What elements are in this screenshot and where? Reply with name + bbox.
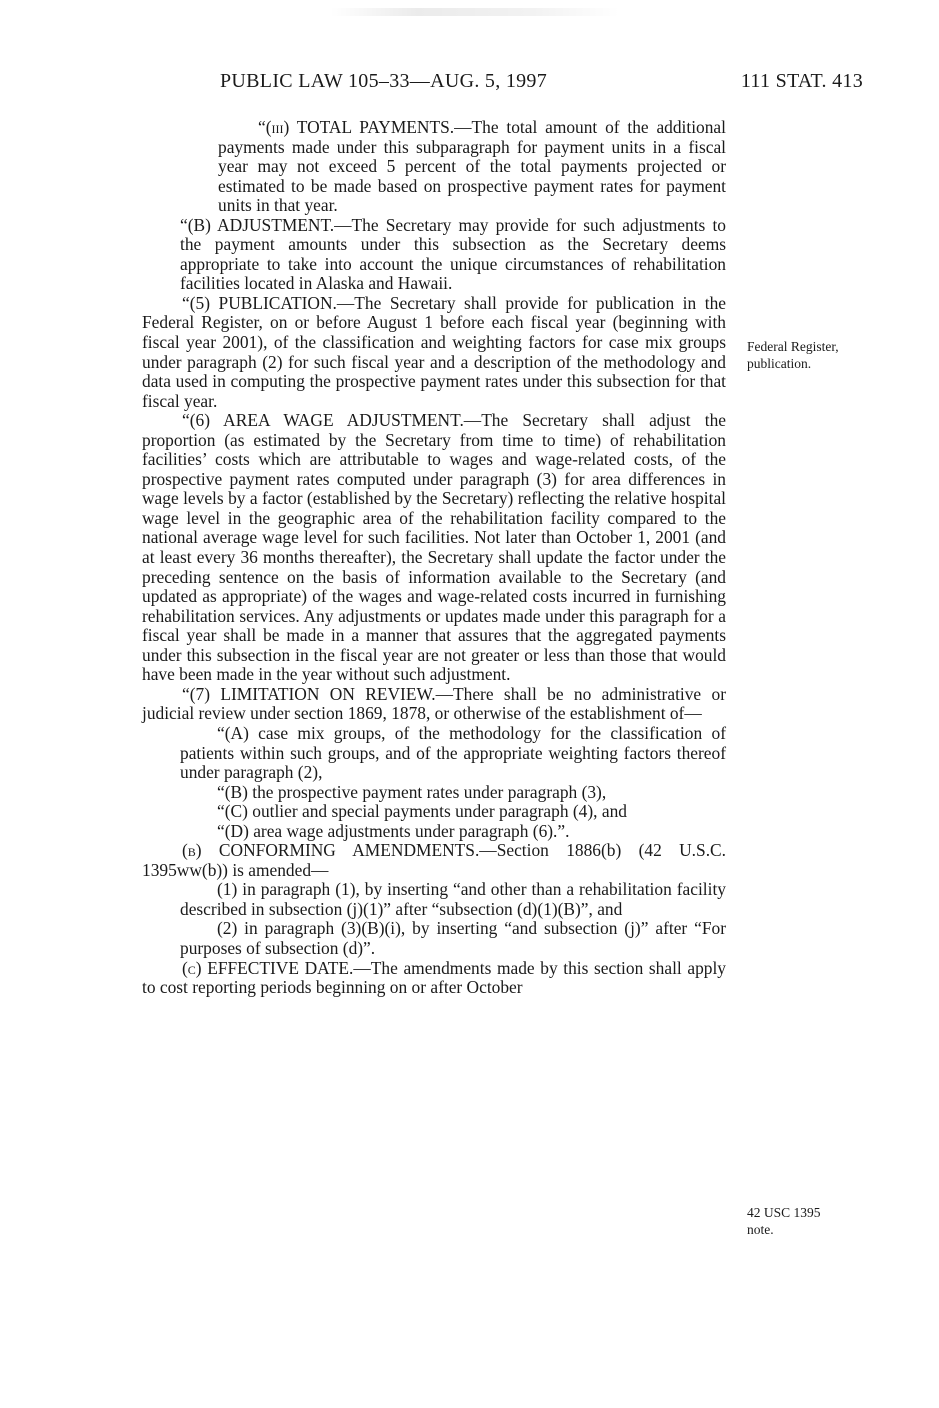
paragraph-6-heading: “(6) AREA WAGE ADJUSTMENT. — [182, 410, 464, 431]
margin-note-line: publication. — [747, 356, 812, 371]
subparagraph-b-heading: “(B) ADJUSTMENT. — [180, 214, 335, 235]
paragraph-5-text: —The Secretary shall provide for publication in the Federal Register, on or before August 1 before each fiscal year (beginning with fiscal year 2001), of the classification and weighting factors for case mix groups under paragraph (2) for such fiscal year and a description of the methodology and data used in computing the prospective payment rates under this subsection for that fiscal year. — [142, 292, 726, 411]
clause-iii-heading: “(iii) TOTAL PAYMENTS. — [258, 117, 455, 137]
subparagraph-b-adjustment — [180, 216, 726, 294]
page-header — [220, 70, 863, 98]
paragraph-7-item-c: “(C) outlier and special payments under paragraph (4), and — [217, 801, 627, 822]
subsection-c-text: —The amendments made by this section shall apply to cost reporting periods beginning on or after October — [142, 957, 726, 998]
margin-note-usc-citation — [747, 1204, 821, 1238]
paragraph-6-area-wage-adjustment — [142, 411, 726, 685]
paragraph-7-item-b: “(B) the prospective payment rates under paragraph (3), — [217, 781, 607, 802]
paragraph-7-limitation-on-review — [142, 685, 726, 724]
margin-note-line: 42 USC 1395 — [747, 1205, 821, 1220]
subsection-b-text: —Section 1886(b) (42 U.S.C. 1395ww(b)) is amended— — [142, 840, 726, 880]
margin-note-line: Federal Register, — [747, 339, 839, 354]
paragraph-5-publication — [142, 294, 726, 411]
margin-note-line: note. — [747, 1222, 774, 1237]
subsection-b-item-1: (1) in paragraph (1), by inserting “and other than a rehabilitation facility described in subsection (j)(1)” after “subsection (d)(1)(B)”, and — [180, 879, 726, 919]
subsection-c-heading: (c) EFFECTIVE DATE. — [182, 957, 354, 978]
subsection-b-conforming-amendments — [142, 841, 726, 880]
subsection-c-effective-date — [142, 959, 726, 998]
header-stat-page: 111 STAT. 413 — [740, 70, 863, 92]
paragraph-7-item-a: “(A) case mix groups, of the methodology for the classification of patients within such groups, and of the appropriate weighting factors thereof under paragraph (2), — [180, 722, 726, 783]
statute-body — [142, 118, 726, 998]
paragraph-5-heading: “(5) PUBLICATION. — [182, 292, 337, 313]
clause-iii-text: —The total amount of the additional payments made under this subparagraph for payment units in a fiscal year may not exceed 5 percent of the total payments projected or estimated to be made based on prospective payment rates for payment units in that year. — [218, 117, 726, 216]
header-public-law: PUBLIC LAW 105–33—AUG. 5, 1997 — [220, 70, 548, 92]
paragraph-7-heading: “(7) LIMITATION ON REVIEW. — [182, 683, 436, 704]
margin-note-federal-register — [747, 338, 839, 372]
subsection-b-item-2: (2) in paragraph (3)(B)(i), by inserting “and subsection (j)” after “For purposes of subsection (d)”. — [180, 918, 726, 958]
paragraph-7-item-d: “(D) area wage adjustments under paragraph (6).”. — [217, 820, 570, 841]
subparagraph-b-text: —The Secretary may provide for such adjustments to the payment amounts under this subsection as the Secretary deems appropriate to take into account the unique circumstances of rehabilitation facilities located in Alaska and Hawaii. — [180, 214, 726, 294]
paragraph-6-text: —The Secretary shall adjust the proportion (as estimated by the Secretary from time to time) of rehabilitation facilities’ costs which are attributable to wages and wage-related costs, of the prospective payment rates computed under paragraph (3) for area differences in wage levels by a factor (established by the Secretary) reflecting the relative hospital wage level in the geographic area of the rehabilitation facility compared to the national average wage level for such facilities. Not later than October 1, 2001 (and at least every 36 months thereafter), the Secretary shall update the factor under the preceding sentence on the basis of information available to the Secretary (and updated as appropriate) of the wages and wage-related costs incurred in furnishing rehabilitation services. Any adjustments or updates made under this paragraph for a fiscal year shall be made in a manner that assures that the aggregated payments under this subsection in the fiscal year are not greater or less than those that would have been made in the year without such adjustment. — [142, 410, 726, 685]
scan-artifact — [330, 8, 620, 16]
subsection-b-heading: (b) CONFORMING AMENDMENTS. — [182, 840, 480, 861]
paragraph-7-text: —There shall be no administrative or judicial review under section 1869, 1878, or otherwise of the establishment of— — [142, 683, 726, 724]
clause-iii-total-payments — [218, 118, 726, 216]
